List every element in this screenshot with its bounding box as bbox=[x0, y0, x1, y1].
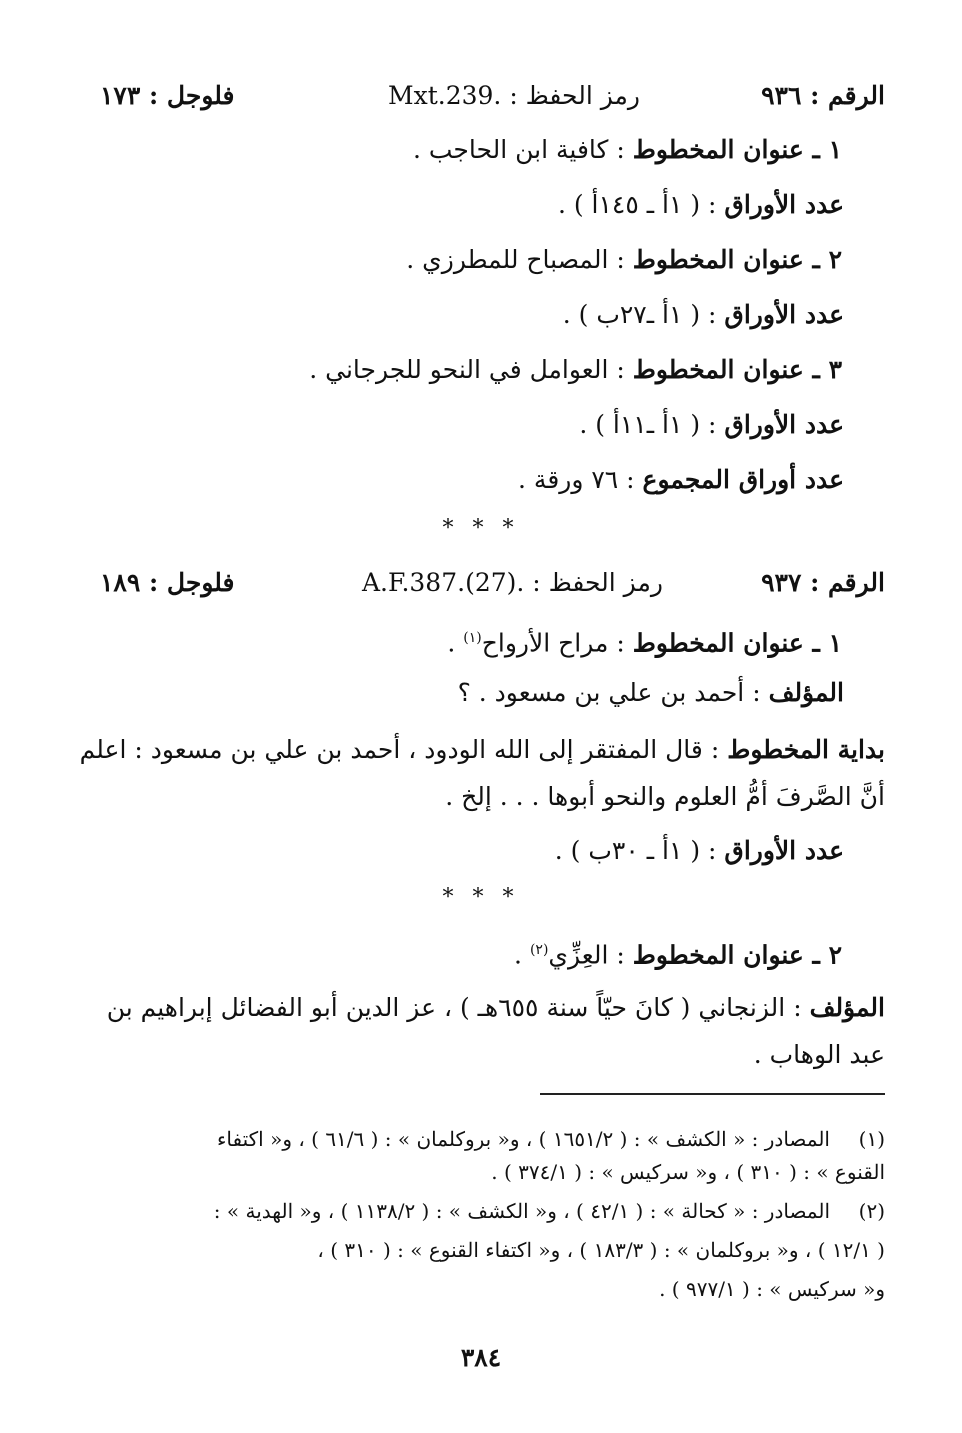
field-label: ٣ ـ عنوان المخطوط bbox=[632, 355, 842, 384]
footnote-number: (٢) bbox=[858, 1199, 885, 1223]
leaves-line bbox=[579, 409, 844, 441]
author-line bbox=[458, 677, 844, 709]
field-value: : المصباح للمطرزي . bbox=[406, 245, 633, 274]
flugel-number: فلوجل : ١٨٩ bbox=[100, 568, 235, 597]
leaves-line bbox=[555, 835, 844, 867]
footnote-divider bbox=[540, 1093, 885, 1095]
footnote-text: القنوع » : ( ٣١٠ ) ، و« سركيس » : ( ٣٧٤/١ ) . bbox=[491, 1160, 885, 1184]
manuscript-title-line bbox=[514, 934, 842, 971]
author-continuation: عبد الوهاب . bbox=[753, 1040, 885, 1069]
leaves-line bbox=[563, 299, 844, 331]
field-value-end: . bbox=[514, 940, 530, 970]
section-separator: * * * bbox=[442, 885, 520, 910]
field-value: : ( ١أ ـ٢٧ب ) . bbox=[562, 300, 725, 329]
field-label: عدد الأوراق bbox=[724, 300, 844, 329]
field-value: : العوامل في النحو للجرجاني . bbox=[309, 355, 633, 384]
field-value: : كافية ابن الحاجب . bbox=[412, 135, 633, 164]
incipit-line bbox=[75, 734, 885, 766]
field-value: : ( ١أ ـ١١أ ) . bbox=[579, 410, 725, 439]
record-number: الرقم : ٩٣٧ bbox=[761, 568, 885, 597]
field-label: بداية المخطوط bbox=[727, 735, 885, 764]
footnote-text: المصادر : « كحالة » : ( ٤٢/١ ) ، و« الكشف » : ( ١١٣٨/٢ ) ، و« الهدية » : bbox=[213, 1199, 830, 1223]
shelfmark-text: رمز الحفظ : .Mxt.239 bbox=[388, 81, 640, 110]
manuscript-title-line bbox=[309, 354, 842, 386]
field-label: عدد الأوراق bbox=[724, 190, 844, 219]
field-value: : الزنجاني ( كانَ حيّاً سنة ٦٥٥هـ ) ، عز الدين أبو الفضائل إبراهيم بن bbox=[106, 993, 810, 1022]
field-value: : ( ١أ ـ ١٤٥أ ) . bbox=[557, 190, 725, 219]
footnote-text: المصادر : « الكشف » : ( ١٦٥١/٢ ) ، و« بروكلمان » : ( ٦١/٦ ) ، و« اكتفاء bbox=[217, 1127, 830, 1151]
section-separator: * * * bbox=[442, 516, 520, 541]
author-line bbox=[107, 992, 885, 1024]
field-label: عدد الأوراق bbox=[724, 836, 844, 865]
field-label: المؤلف bbox=[768, 678, 844, 707]
field-value: : أحمد بن علي بن مسعود . ؟ bbox=[457, 678, 769, 707]
footnote-text: ( ١٢/١ ) ، و« بروكلمان » : ( ١٨٣/٣ ) ، و« اكتفاء القنوع » : ( ٣١٠ ) ، bbox=[317, 1238, 885, 1262]
field-value: : ٧٦ ورقة . bbox=[518, 465, 643, 494]
manuscript-title-line bbox=[413, 134, 842, 166]
field-value-end: . bbox=[447, 628, 464, 658]
footnote-number: (١) bbox=[858, 1127, 885, 1151]
page-number: ٣٨٤ bbox=[460, 1343, 502, 1372]
field-label: ١ ـ عنوان المخطوط bbox=[632, 628, 842, 658]
footnote-text: و« سركيس » : ( ٩٧٧/١ ) . bbox=[659, 1277, 885, 1301]
field-label: عدد أوراق المجموع bbox=[642, 465, 844, 494]
field-label: عدد الأوراق bbox=[724, 410, 844, 439]
manuscript-title-line bbox=[406, 244, 842, 276]
field-label: ١ ـ عنوان المخطوط bbox=[632, 135, 842, 164]
manuscript-title-line bbox=[447, 622, 842, 659]
field-label: المؤلف bbox=[809, 993, 885, 1022]
leaves-line bbox=[558, 189, 844, 221]
shelfmark bbox=[388, 80, 640, 112]
field-label: ٢ ـ عنوان المخطوط bbox=[632, 940, 842, 970]
record-number: الرقم : ٩٣٦ bbox=[761, 81, 885, 110]
field-value: : العِزِّي bbox=[548, 940, 633, 970]
footnote-marker: (٢) bbox=[529, 942, 549, 958]
shelfmark-text: رمز الحفظ : .A.F.387.(27) bbox=[362, 568, 663, 597]
field-value: : قال المفتقر إلى الله الودود ، أحمد بن علي بن مسعود : اعلم bbox=[79, 735, 728, 764]
footnote-marker: (١) bbox=[463, 630, 482, 646]
field-value: : ( ١أ ـ ٣٠ب ) . bbox=[554, 836, 725, 865]
total-leaves-line bbox=[518, 464, 844, 496]
flugel-number: فلوجل : ١٧٣ bbox=[100, 81, 235, 110]
field-label: ٢ ـ عنوان المخطوط bbox=[632, 245, 842, 274]
incipit-continuation: أنَّ الصَّرفَ أمُّ العلوم والنحو أبوها . . . إلخ . bbox=[445, 782, 885, 811]
shelfmark bbox=[362, 567, 663, 599]
field-value: : مراح الأرواح bbox=[481, 628, 633, 658]
